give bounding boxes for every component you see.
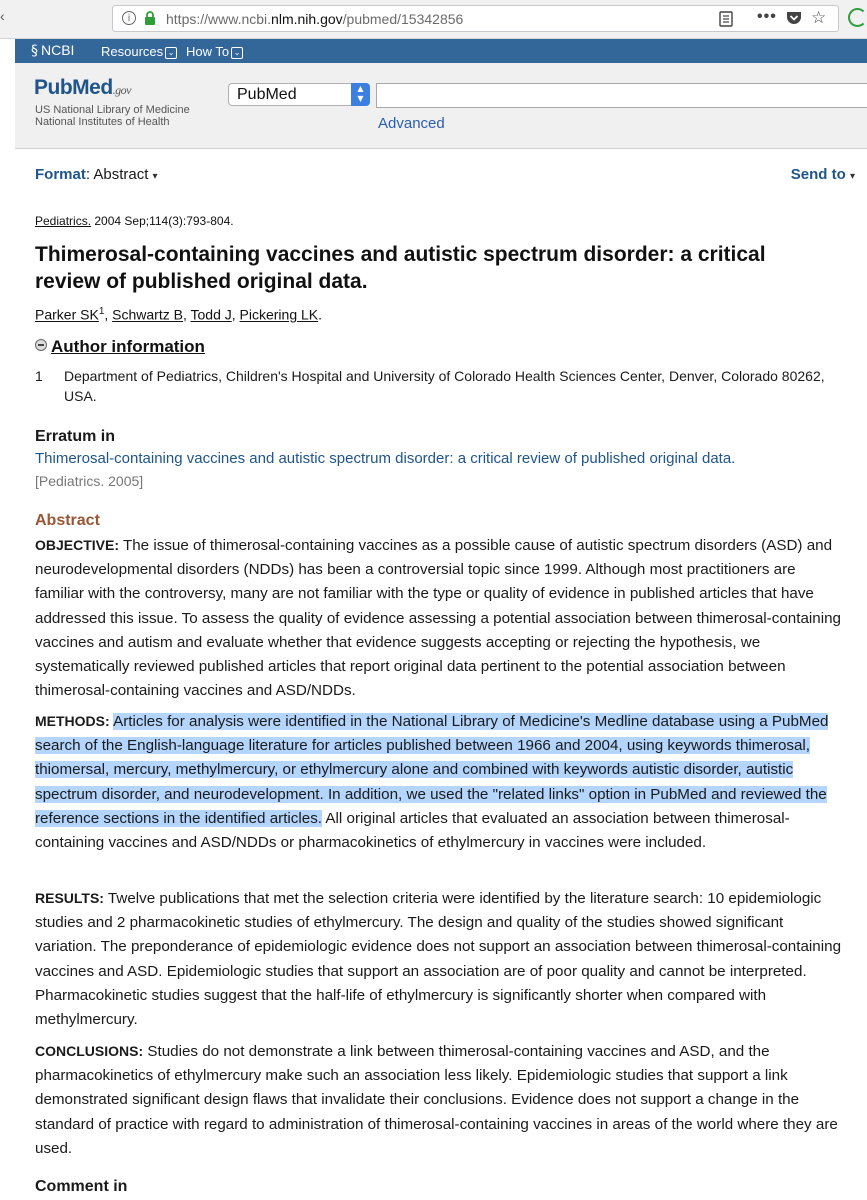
author-information-toggle[interactable]: Author information <box>35 337 205 357</box>
nlm-label: US National Library of Medicine <box>35 104 190 116</box>
journal-link[interactable]: Pediatrics. <box>35 214 92 228</box>
url-text[interactable]: https://www.ncbi.nlm.nih.gov/pubmed/15342856 <box>166 11 464 27</box>
advanced-search-link[interactable]: Advanced <box>378 115 445 132</box>
pocket-icon[interactable] <box>786 11 802 26</box>
chevron-down-icon: ⌄ <box>231 47 243 59</box>
caret-down-icon: ▾ <box>152 171 158 182</box>
database-select[interactable]: PubMed ▲ ▼ <box>228 83 370 106</box>
selected-text[interactable]: Articles for analysis were identified in the National Library of Medicine's Medline database using a PubMed search of the English-language literature for articles published between 1966 and 2004, using keywords thimerosal, thiomersal, mercury, methylmercury, or ethylmercury alone and combined with keywords autistic disorder, autistic spectrum disorder, and neurodevelopment. In addition, we used the "related links" option in PubMed and reviewed the reference sections in the identified articles. <box>35 713 829 827</box>
author-list: Parker $SK^1$, Schwartz B, Todd J, Pickering LK. <box>35 306 323 323</box>
abstract-objective: OBJECTIVE: The issue of thimerosal-containing vaccines as a possible cause of autistic spectrum disorders (ASD) and neurodevelopmental disorders (NDDs) has been a controversial topic since 1999. Although most practitioners are familiar with the controversy, many are not familiar with the type or quality of evidence in published articles that have addressed this issue. To assess the quality of evidence assessing a potential association between thimerosal-containing vaccines and autism and evaluate whether that evidence suggests accepting or rejecting the hypothesis, we systematically reviewed published articles that report original data pertinent to the potential association between thimerosal-containing vaccines and ASD/NDDs. <box>35 537 841 700</box>
lock-icon[interactable] <box>144 11 156 26</box>
author-link[interactable]: Schwartz B <box>112 306 183 323</box>
collapse-icon <box>35 339 47 351</box>
pubmed-logo[interactable]: PubMed.gov <box>34 76 131 99</box>
bookmark-star-icon[interactable]: ☆ <box>811 8 827 28</box>
abstract-methods: METHODS: Articles for analysis were identified in the National Library of Medicine's Medline database using a PubMed search of the English-language literature for articles published between 1966 and 2004, using keywords thimerosal, thiomersal, mercury, methylmercury, or ethylmercury alone and combined with keywords autistic disorder, autistic spectrum disorder, and neurodevelopment. In addition, we used the "related links" option in PubMed and reviewed the reference sections in the identified articles. All original articles that evaluated an association between thimerosal-containing vaccines and ASD/NDDs or pharmacokinetics of ethylmercury in vaccines were included. <box>35 713 829 852</box>
format-dropdown[interactable]: Format: Abstract ▾ <box>35 166 158 183</box>
erratum-heading: Erratum in <box>35 428 116 445</box>
reader-view-icon[interactable] <box>719 11 733 27</box>
browser-toolbar <box>0 0 867 39</box>
erratum-source: [Pediatrics. 2005] <box>35 473 144 489</box>
search-input[interactable] <box>376 83 867 108</box>
howto-menu[interactable]: How To ⌄ <box>186 44 243 59</box>
abstract-conclusions: CONCLUSIONS: Studies do not demonstrate a link between thimerosal-containing vaccines and ASD, and the pharmacokinetics of ethylmercury make such an association less likely. Epidemiologic studies that support a link demonstrated significant design flaws that invalidate their conclusions. Evidence does not support a change in the standard of practice with regard to administration of thimerosal-containing vaccines in areas of the world where they are used. <box>35 1043 838 1157</box>
pubmed-header <box>15 63 867 149</box>
ncbi-logo[interactable]: § NCBI <box>31 42 75 59</box>
erratum-link[interactable]: Thimerosal-containing vaccines and autistic spectrum disorder: a critical review of published original data. <box>35 450 736 467</box>
article-title: Thimerosal-containing vaccines and autistic spectrum disorder: a critical review of published original data. <box>35 243 766 293</box>
author-link[interactable]: Todd J <box>190 306 232 323</box>
caret-down-icon: ▾ <box>849 171 855 182</box>
nih-label: National Institutes of Health <box>35 116 170 128</box>
info-icon[interactable]: i <box>122 11 136 25</box>
ncbi-bar <box>15 39 867 63</box>
extension-icon[interactable] <box>848 8 867 27</box>
format-row <box>35 166 855 183</box>
send-to-dropdown[interactable]: Send to ▾ <box>790 166 855 183</box>
resources-menu[interactable]: Resources ⌄ <box>101 44 177 59</box>
citation: Pediatrics. 2004 Sep;114(3):793-804. <box>35 214 234 228</box>
ncbi-logo-icon: § <box>31 43 38 59</box>
chevron-down-icon: ⌄ <box>165 47 177 59</box>
comment-heading: Comment in <box>35 1178 128 1195</box>
author-link[interactable]: Parker SK <box>35 306 99 323</box>
more-actions-icon[interactable]: ••• <box>757 8 777 25</box>
author-link[interactable]: Pickering LK <box>239 306 319 323</box>
select-arrows-icon: ▲ ▼ <box>351 83 370 106</box>
address-bar[interactable] <box>112 5 839 32</box>
abstract-results: RESULTS: Twelve publications that met the selection criteria were identified by the literature search: 10 epidemiologic studies and 2 pharmacokinetic studies of ethylmercury. The design and quality of the studies showed significant variation. The preponderance of epidemiologic evidence does not support an association between thimerosal-containing vaccines and ASD. Epidemiologic studies that support an association are of poor quality and cannot be interpreted. Pharmacokinetic studies suggest that the half-life of ethylmercury is significantly shorter when compared with methylmercury. <box>35 890 842 1029</box>
back-icon[interactable]: ‹ <box>0 8 5 24</box>
abstract-heading: Abstract <box>35 512 100 529</box>
